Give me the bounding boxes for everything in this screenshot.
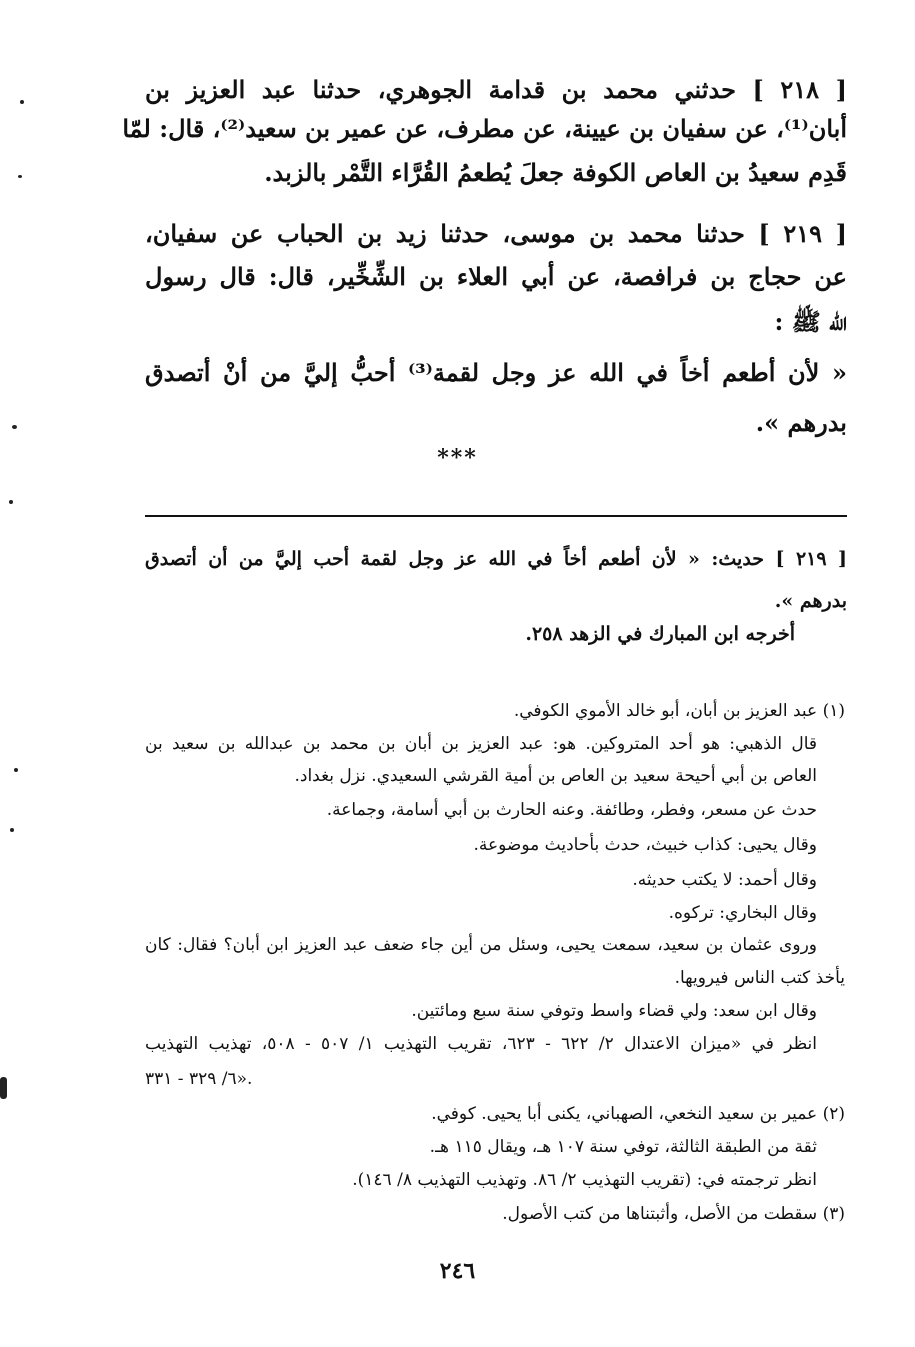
hadith-219-text-line-2: بدرهم ». [755,408,847,437]
footnote-2-line: انظر ترجمته في: (تقريب التهذيب ٢/ ٨٦. وتهذيب التهذيب ٨/ ١٤٦). [352,1170,817,1190]
hadith-219-line-3: الله ﷺ : [774,307,847,336]
scan-speck [10,828,14,832]
footnote-3: (٣) سقطت من الأصل، وأثبتناها من كتب الأصول. [502,1204,845,1224]
footnote-2-line: ثقة من الطبقة الثالثة، توفي سنة ١٠٧ هـ، ويقال ١١٥ هـ. [429,1137,817,1157]
footnote-1-heading: (١) عبد العزيز بن أبان، أبو خالد الأموي الكوفي. [513,701,845,721]
footnote-1-line: انظر في «ميزان الاعتدال ٢/ ٦٢٢ - ٦٢٣، تقريب التهذيب ١/ ٥٠٧ - ٥٠٨، تهذيب التهذيب [145,1034,817,1054]
hadith-219-line-1: [ ٢١٩ ] حدثنا محمد بن موسى، حدثنا زيد بن الحباب عن سفيان، [145,219,848,248]
hadith-219-text-line-1: « لأن أطعم أخاً في الله عز وجل لقمة⁽³⁾ أحبُّ إليَّ من أنْ أتصدق [145,358,847,387]
hadith-218-line-3: قَدِم سعيدُ بن العاص الكوفة جعلَ يُطعمُ القُرَّاء التَّمْر بالزبد. [264,158,847,187]
footnote-divider [145,515,847,517]
footnote-1-line: وقال يحيى: كذاب خبيث، حدث بأحاديث موضوعة. [473,835,817,855]
takhrij-line-1: [ ٢١٩ ] حديث: « لأن أطعم أخاً في الله عز وجل لقمة أحب إليَّ من أن أتصدق [145,548,848,570]
footnote-1-line: يأخذ كتب الناس فيرويها. [674,968,845,988]
hadith-219-line-2: عن حجاج بن فرافصة، عن أبي العلاء بن الشِّخِّير، قال: قال رسول [145,262,847,291]
scan-speck [9,500,13,504]
footnote-1-line: ٦/ ٣٢٩ - ٣٣١». [145,1069,253,1089]
footnote-1-line: وقال البخاري: تركوه. [668,903,817,923]
footnote-1-line: وقال أحمد: لا يكتب حديثه. [632,870,817,890]
footnote-1-line: وقال ابن سعد: ولي قضاء واسط وتوفي سنة سبع ومائتين. [411,1001,817,1021]
scan-speck [0,1077,7,1099]
scan-speck [20,100,24,104]
scan-speck [12,425,17,429]
footnote-1-line: وروى عثمان بن سعيد، سمعت يحيى، وسئل من أين جاء ضعف عبد العزيز ابن أبان؟ فقال: كان [145,935,817,955]
footnote-2-heading: (٢) عمير بن سعيد النخعي، الصهباني، يكنى أبا يحيى. كوفي. [431,1104,845,1124]
hadith-218-line-1: [ ٢١٨ ] حدثني محمد بن قدامة الجوهري، حدثنا عبد العزيز بن [145,75,847,104]
footnote-1-line: العاص بن أبي أحيحة سعيد بن العاص بن أمية القرشي السعيدي. نزل بغداد. [294,766,817,786]
scan-speck [18,175,22,178]
scan-speck [14,768,18,772]
footnote-1-line: حدث عن مسعر، وفطر، وطائفة. وعنه الحارث بن أبي أسامة، وجماعة. [326,800,817,820]
page-number: ٢٤٦ [439,1258,476,1284]
hadith-218-line-2: أبان⁽¹⁾، عن سفيان بن عيينة، عن مطرف، عن عمير بن سعيد⁽²⁾، قال: لمّا [122,114,847,143]
footnote-1-line: قال الذهبي: هو أحد المتروكين. هو: عبد العزيز بن أبان بن محمد بن عبدالله بن سعيد بن [145,734,817,754]
takhrij-source: أخرجه ابن المبارك في الزهد ٢٥٨. [525,623,795,645]
takhrij-line-2: بدرهم ». [774,590,847,612]
section-separator: *** [437,445,478,471]
